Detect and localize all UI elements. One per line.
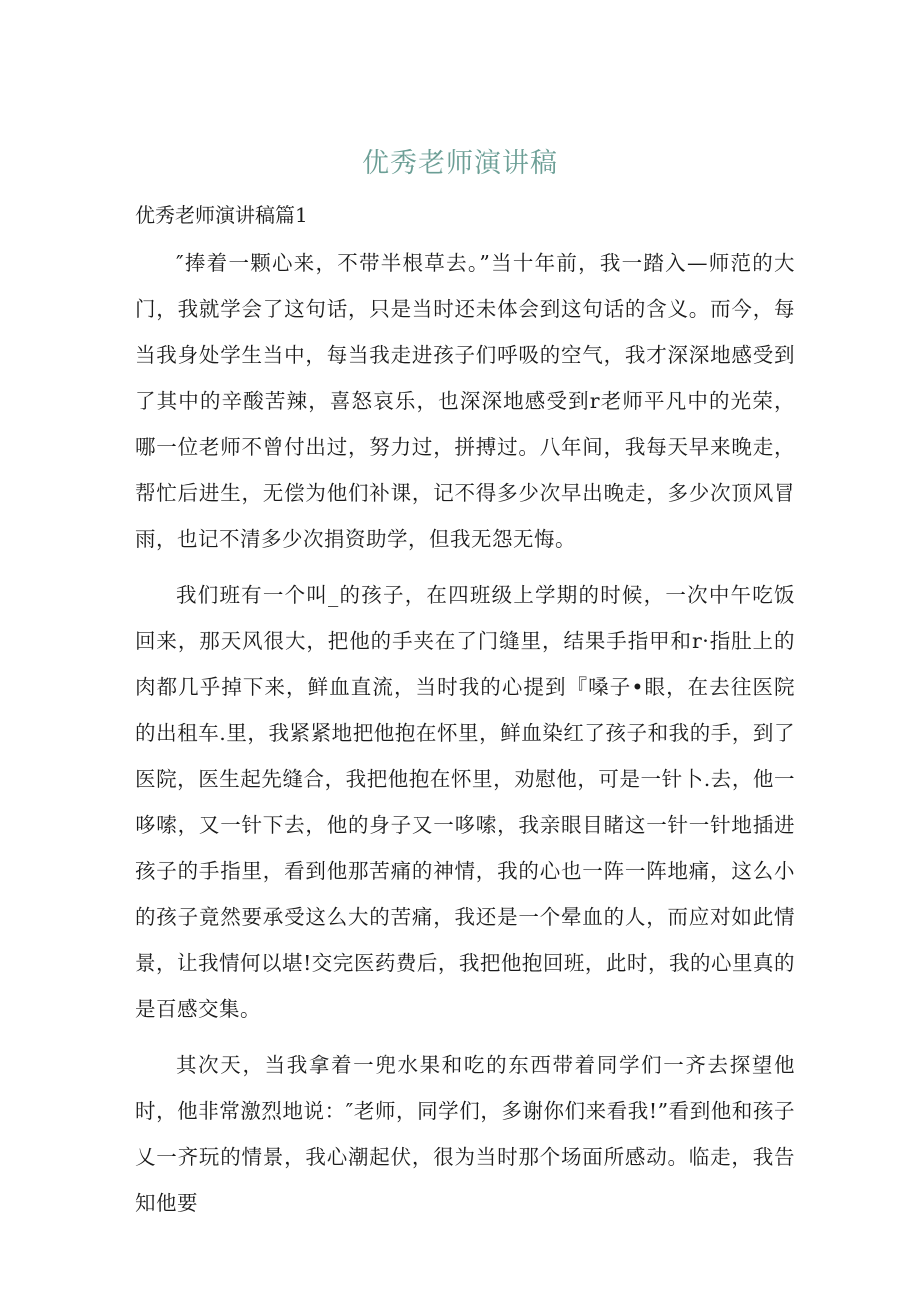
paragraph-2: 我们班有一个叫_的孩子，在四班级上学期的时候，一次中午吃饭回来，那天风很大，把他的手夹在了门缝里，结果手指甲和r·指肚上的肉都几乎掉下来，鲜血直流，当时我的心提到『嗓子•眼，在去往医院的出租车.里，我紧紧地把他抱在怀里，鲜血染红了孩子和我的手，到了医院，医生起先缝合，我把他抱在怀里，劝慰他，可是一针卜.去，他一哆嗦，又一针下去，他的身子又一哆嗦，我亲眼目睹这一针一针地插进孩子的手指里，看到他那苦痛的神情，我的心也一阵一阵地痛，这么小的孩子竟然要承受这么大的苦痛，我还是一个晕血的人，而应对如此情景，让我情何以堪!交完医药费后，我把他抱回班，此时，我的心里真的是百感交集。 [135,583,795,1021]
paragraph-3: 其次天，当我拿着一兜水果和吃的东西带着同学们一齐去探望他时，他非常激烈地说：″老师，同学们，多谢你们来看我!”看到他和孩子乂一齐玩的情景，我心潮起伏，很为当时那个场面所感动。临走，我告知他要 [135,1053,795,1215]
paragraph-1: ″捧着一颗心来，不带半根草去。”当十年前，我一踏入—师范的大门，我就学会了这句话，只是当时还未体会到这句话的含义。而今，每当我身处学生当中，每当我走进孩子们呼吸的空气，我才深深地感受到了其中的辛酸苦辣，喜怒哀乐，也深深地感受到r老师平凡中的光荣，哪一位老师不曾付出过，努力过，拼搏过。八年间，我每天早来晚走，帮忙后进生，无偿为他们补课，记不得多少次早出晚走，多少次顶风冒雨，也记不清多少次捐资助学，但我无怨无悔。 [135,251,795,551]
section-heading: 优秀老师演讲稿篇1 [135,203,308,227]
document-title: 优秀老师演讲稿 [362,148,558,179]
body-text [135,240,795,1236]
